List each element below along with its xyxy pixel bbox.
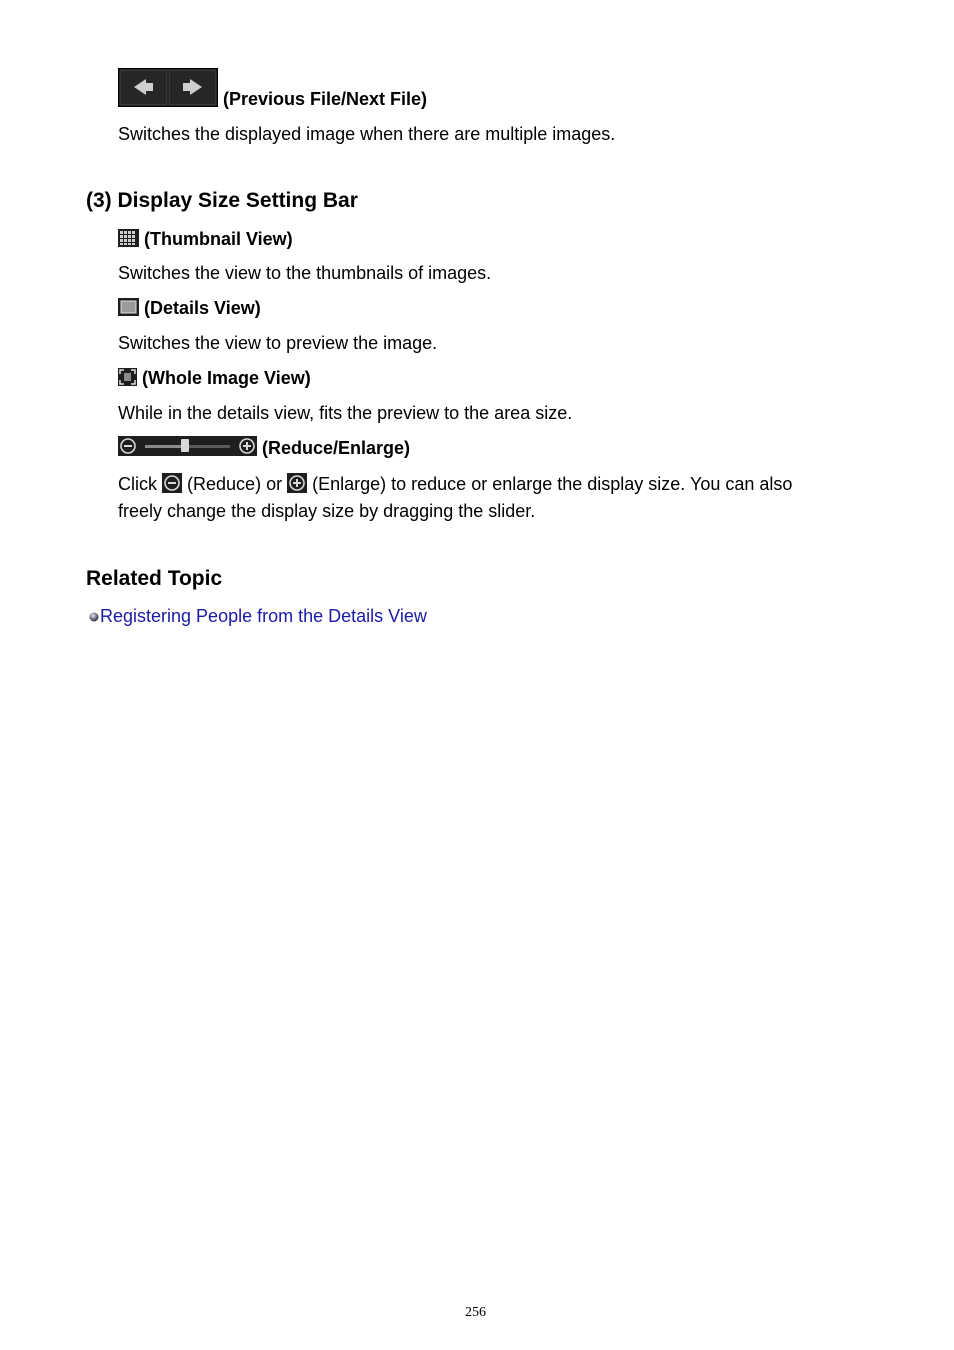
related-topic-link-item[interactable] xyxy=(88,606,427,627)
details-view-label: (Details View) xyxy=(144,298,261,318)
thumbnail-view-label: (Thumbnail View) xyxy=(144,229,293,249)
details-view-description: Switches the view to preview the image. xyxy=(118,333,438,353)
click-word: Click xyxy=(118,474,157,494)
details-view-entry xyxy=(118,298,139,321)
related-topic-heading: Related Topic xyxy=(86,567,223,590)
enlarge-icon xyxy=(287,473,307,493)
page-number: 256 xyxy=(465,1305,486,1320)
reduce-enlarge-entry xyxy=(118,436,257,461)
details-view-icon xyxy=(118,298,139,316)
whole-image-view-entry xyxy=(118,368,137,391)
reduce-enlarge-description-line1 xyxy=(118,473,792,495)
whole-image-view-icon xyxy=(118,368,137,386)
bullet-icon xyxy=(88,611,100,623)
thumbnail-view-entry xyxy=(118,229,139,252)
reduce-text: (Reduce) or xyxy=(187,474,283,494)
thumbnail-view-description: Switches the view to the thumbnails of images. xyxy=(118,263,492,283)
whole-image-view-description: While in the details view, fits the preview to the area size. xyxy=(118,403,573,423)
reduce-enlarge-description-line2: freely change the display size by dragging the slider. xyxy=(118,501,536,521)
enlarge-text: (Enlarge) to reduce or enlarge the display size. You can also xyxy=(312,474,793,494)
related-topic-link[interactable]: Registering People from the Details View xyxy=(100,606,427,626)
prev-next-entry xyxy=(118,68,218,107)
prev-next-label: (Previous File/Next File) xyxy=(223,89,428,109)
display-size-heading: (3) Display Size Setting Bar xyxy=(86,189,358,212)
reduce-icon xyxy=(162,473,182,493)
thumbnail-view-icon xyxy=(118,229,139,247)
reduce-enlarge-label: (Reduce/Enlarge) xyxy=(262,438,411,458)
whole-image-view-label: (Whole Image View) xyxy=(142,368,311,388)
reduce-enlarge-slider-icon xyxy=(118,436,257,456)
prev-next-file-icon xyxy=(118,68,218,107)
prev-next-description: Switches the displayed image when there are multiple images. xyxy=(118,124,616,144)
